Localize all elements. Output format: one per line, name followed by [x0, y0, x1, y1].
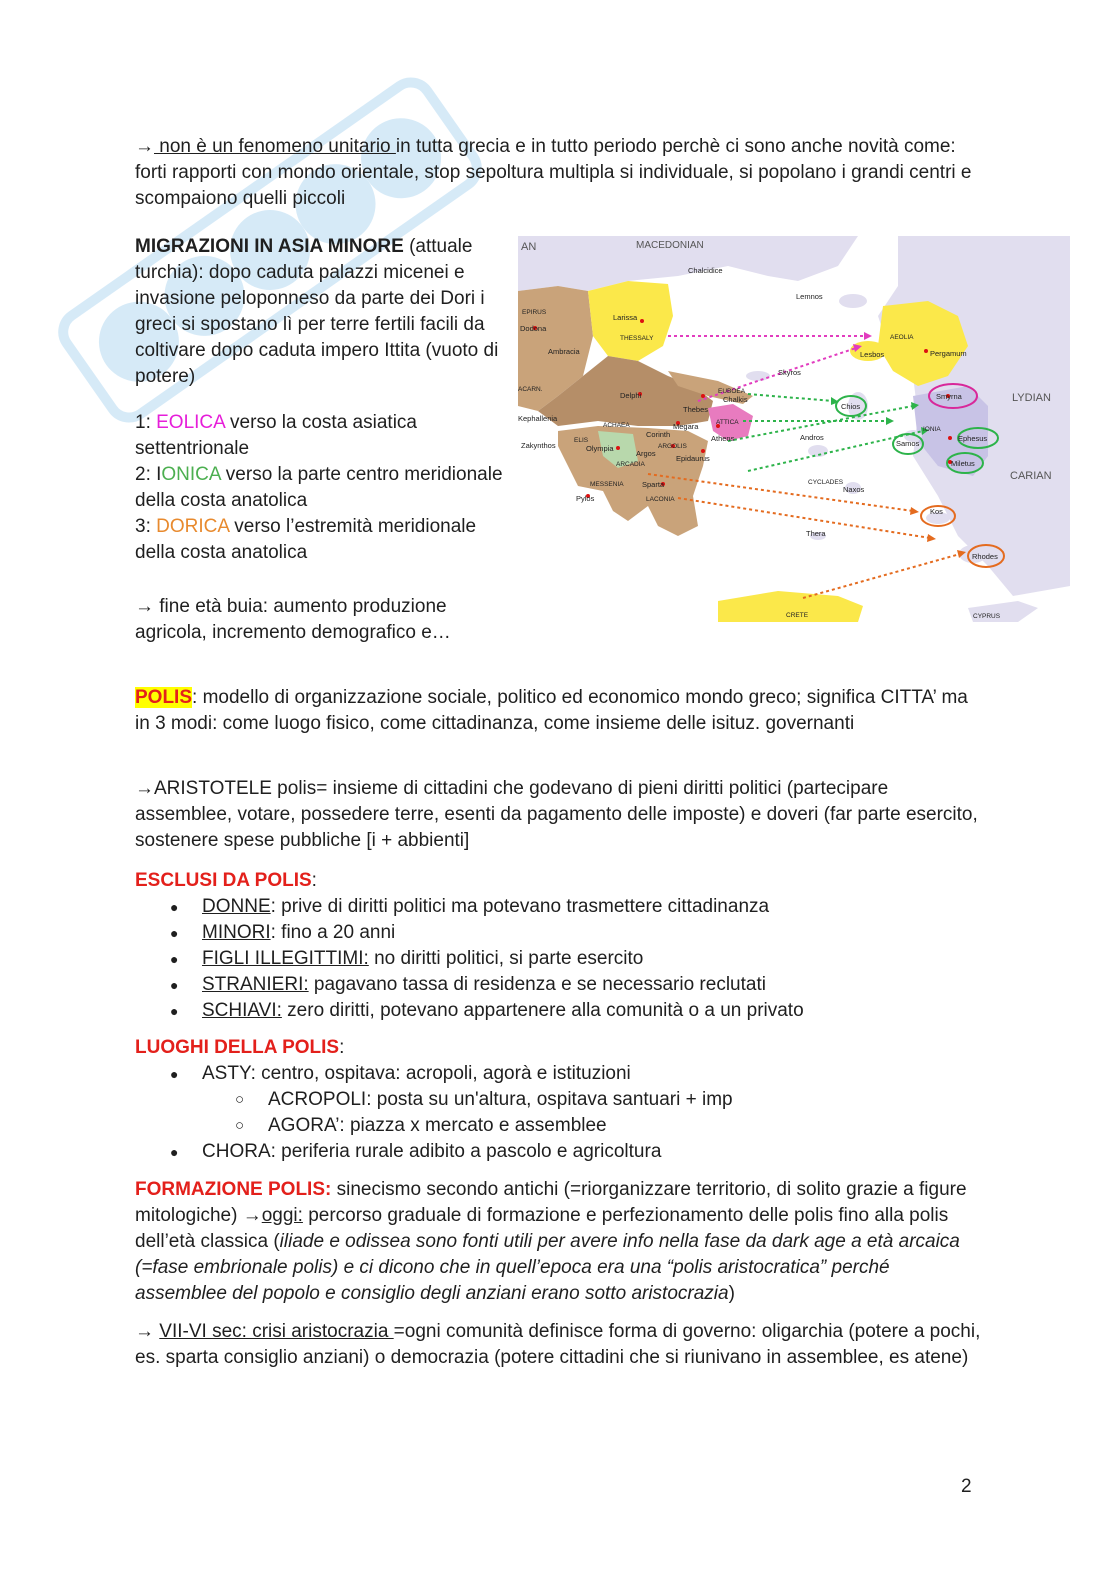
- map-label: Delphi: [620, 391, 642, 400]
- map-label: AN: [521, 241, 537, 253]
- map-label: Megara: [673, 422, 699, 431]
- list-item: ● CHORA: periferia rurale adibito a pascolo e agricoltura: [135, 1139, 985, 1165]
- map-label: Argos: [636, 449, 656, 458]
- map-label: Ambracia: [548, 347, 580, 356]
- map-label: Larissa: [613, 313, 638, 322]
- map-label: EPIRUS: [522, 309, 547, 316]
- map-label: CYCLADES: [808, 479, 844, 486]
- list-item: ● ASTY: centro, ospitava: acropoli, agorà e istituzioni ○ ACROPOLI: posta su un'altura, ospitava santuari + imp ○ AGORA’: piazza x mercato e assemblee: [135, 1061, 985, 1139]
- map-label: ARCADIA: [616, 461, 645, 468]
- list-item: ○ ACROPOLI: posta su un'altura, ospitava santuari + imp: [135, 1087, 985, 1113]
- map-label: Epidaurus: [676, 454, 710, 463]
- map-label: Samos: [896, 439, 920, 448]
- list-item: ● STRANIERI: pagavano tassa di residenza e se necessario reclutati: [135, 972, 985, 998]
- map-label: EUBOEA: [718, 388, 746, 395]
- map-label: AEOLIA: [890, 334, 914, 341]
- list-item: ● FIGLI ILLEGITTIMI: no diritti politici, si parte esercito: [135, 946, 985, 972]
- migrations-title: MIGRAZIONI IN ASIA MINORE: [135, 236, 404, 257]
- intro-paragraph: → non è un fenomeno unitario in tutta grecia e in tutto periodo perchè ci sono anche novità come: forti rapporti con mondo orientale, stop sepoltura multipla si individuale, si popolano i grandi centri e scompaiono quelli piccoli: [135, 136, 972, 209]
- map-label: Rhodes: [972, 552, 998, 561]
- map-label: Lesbos: [860, 350, 885, 359]
- migrations-end: → fine età buia: aumento produzione agricola, incremento demografico e…: [135, 596, 451, 643]
- list-item: ○ AGORA’: piazza x mercato e assemblee: [135, 1113, 985, 1139]
- migration-eolica: 1: EOLICA verso la costa asiatica settentrionale: [135, 412, 417, 459]
- asty-sublist: [202, 1087, 985, 1139]
- luoghi-title: LUOGHI DELLA POLIS: [135, 1037, 340, 1058]
- esclusi-list: [135, 894, 985, 1024]
- map-label: Smyrna: [936, 392, 962, 401]
- page-number: 2: [961, 1476, 972, 1497]
- map-label: Lemnos: [796, 292, 823, 301]
- aristotele-paragraph: →ARISTOTELE polis= insieme di cittadini che godevano di pieni diritti politici (partecipare assemblee, votare, possedere terre, esenti da pagamento delle imposte) e doveri (far parte esercito, sostenere spese pubbliche [i + abbienti]: [135, 778, 978, 851]
- map-label: ACHAEA: [603, 422, 630, 429]
- luoghi-section: LUOGHI DELLA POLIS: ● ASTY: centro, ospitava: acropoli, agorà e istituzioni ○ ACROPOLI: posta su un'altura, ospitava santuari + imp ○ AGORA’: piazza x mercato e assemblee ● CHORA: periferia rurale adibito a pascolo e agricoltura: [135, 1035, 985, 1165]
- map-label: CRETE: [786, 612, 809, 619]
- migrations-paragraph: MIGRAZIONI IN ASIA MINORE (attuale turchia): dopo caduta palazzi micenei e invasione peloponneso da parte dei Dori i greci si spostano lì per terre fertili facili da coltivare dopo caduta impero Ittita (vuoto di potere): [135, 236, 499, 387]
- map-label: ARGOLIS: [658, 443, 687, 450]
- crisi-paragraph: → VII-VI sec: crisi aristocrazia =ogni comunità definisce forma di governo: oligarchia (potere a pochi, es. sparta consiglio anziani) o democrazia (potere cittadini che si riunivano in assemblee, es atene): [135, 1321, 981, 1368]
- luoghi-list: [135, 1061, 985, 1165]
- map-label: THESSALY: [620, 335, 654, 342]
- map-label: LYDIAN: [1012, 392, 1051, 404]
- map-label: Chios: [841, 402, 861, 411]
- map-label: Thebes: [683, 405, 709, 414]
- map-label: ELIS: [574, 437, 589, 444]
- map-label: Thera: [806, 529, 826, 538]
- map-label: Chalkis: [723, 395, 748, 404]
- map-label: LACONIA: [646, 496, 675, 503]
- esclusi-section: ESCLUSI DA POLIS: ● DONNE: prive di diritti politici ma potevano trasmettere cittadinanza ● MINORI: fino a 20 anni ● FIGLI ILLEGITTIMI: no diritti politici, si parte esercito ● STRANIERI: pagavano tassa di residenza e se necessario reclutati ● SCHIAVI: zero diritti, potevano appartenere alla comunità o a un privato: [135, 868, 985, 1024]
- formazione-paragraph: FORMAZIONE POLIS: sinecismo secondo antichi (=riorganizzare territorio, di solito grazie a figure mitologiche) →oggi: percorso graduale di formazione e perfezionamento delle polis fino alla polis dell’età classica (iliade e odissea sono fonti utili per avere info nella fase da dark age a età arcaica (=fase embrionale polis) e ci dicono che in quell’epoca era una “polis aristocratica” perché assemblee del popolo e consiglio degli anziani erano sotto aristocrazia): [135, 1179, 967, 1304]
- list-item: ● MINORI: fino a 20 anni: [135, 920, 985, 946]
- map-label: CYPRUS: [973, 613, 1001, 620]
- map-label: Naxos: [843, 485, 865, 494]
- formazione-title: FORMAZIONE POLIS:: [135, 1179, 332, 1200]
- map-label: Sparta: [642, 480, 665, 489]
- map-label: IONIA: [923, 426, 941, 433]
- polis-paragraph: POLIS: modello di organizzazione sociale, politico ed economico mondo greco; significa CITTA’ ma in 3 modi: come luogo fisico, come cittadinanza, come insieme delle isituz. governanti: [135, 687, 968, 734]
- map-label: Ephesus: [958, 434, 988, 443]
- migration-dorica: 3: DORICA verso l’estremità meridionale della costa anatolica: [135, 516, 477, 563]
- map-label: ATTICA: [716, 419, 739, 426]
- map-label: Kos: [930, 507, 943, 516]
- polis-title: POLIS: [135, 687, 193, 708]
- map-label: Kephallenia: [518, 414, 558, 423]
- map-label: Dodona: [520, 324, 547, 333]
- map-label: ACARN.: [518, 386, 543, 393]
- map-label: Athens: [711, 434, 735, 443]
- migrations-section: [135, 234, 505, 646]
- greek-migrations-map: [518, 236, 1070, 622]
- map-label: Zakynthos: [521, 441, 556, 450]
- map-label: Andros: [800, 433, 824, 442]
- map-label: Pergamum: [930, 349, 967, 358]
- migration-ionica: 2: IONICA verso la parte centro meridionale della costa anatolica: [135, 464, 503, 511]
- list-item: ● SCHIAVI: zero diritti, potevano appartenere alla comunità o a un privato: [135, 998, 985, 1024]
- map-label: Olympia: [586, 444, 614, 453]
- map-label: Chalcidice: [688, 266, 723, 275]
- list-item: ● DONNE: prive di diritti politici ma potevano trasmettere cittadinanza: [135, 894, 985, 920]
- map-label: MACEDONIAN: [636, 240, 704, 251]
- map-label: MESSENIA: [590, 481, 624, 488]
- esclusi-title: ESCLUSI DA POLIS: [135, 870, 312, 891]
- map-label: CARIAN: [1010, 470, 1052, 482]
- map-label: Miletus: [951, 459, 975, 468]
- map-label: Pylos: [576, 494, 595, 503]
- map-label: Corinth: [646, 430, 671, 439]
- map-label: Skyros: [778, 368, 801, 377]
